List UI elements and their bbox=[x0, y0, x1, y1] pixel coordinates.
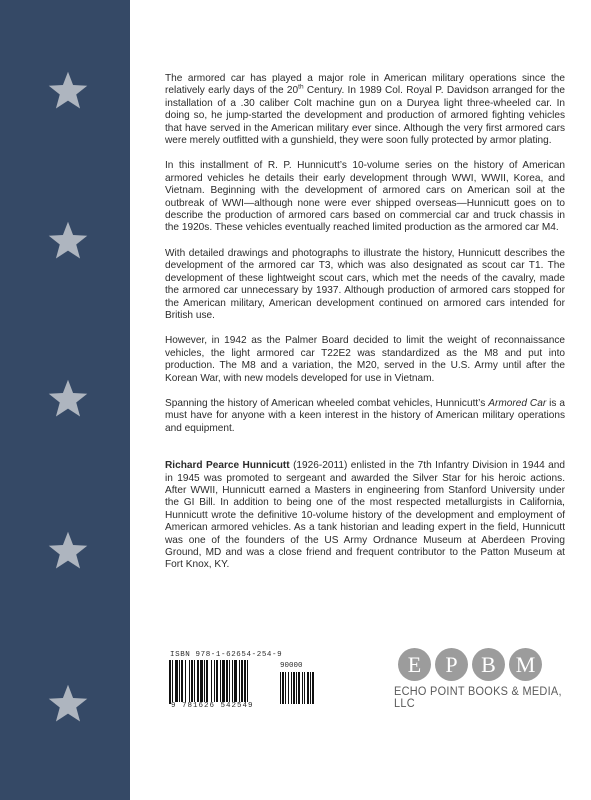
author-name: Richard Pearce Hunnicutt bbox=[165, 460, 290, 472]
logo-letter-p: P bbox=[435, 648, 468, 681]
star-icon bbox=[47, 378, 89, 420]
ean-digits: 9 781626 542549 bbox=[171, 702, 254, 710]
logo-letter-b: B bbox=[472, 648, 505, 681]
paragraph-intro: The armored car has played a major role in American military operations since the relatively early days of the 20th Century. In 1989 Col. Royal P. Davidson arranged for the installation of a .30 caliber Colt machine gun on a Duryea light three-wheeled car. In doing so, he jump-started the development and production of armored fighting vehicles that have served in the American military ever since. Although the very first armored cars were merely outfitted with a gunshield, they were soon fully protected by armor plating. bbox=[165, 73, 565, 147]
logo-letter-e: E bbox=[398, 648, 431, 681]
star-icon bbox=[47, 530, 89, 572]
star-icon bbox=[47, 70, 89, 112]
paragraph-summary: Spanning the history of American wheeled combat vehicles, Hunnicutt’s Armored Car is a must have for anyone with a keen interest in the history of American military operations and equipment. bbox=[165, 397, 566, 434]
publisher-name: ECHO POINT BOOKS & MEDIA, LLC bbox=[394, 686, 562, 710]
star-icon bbox=[47, 220, 89, 262]
price-code: 90000 bbox=[280, 662, 303, 670]
paragraph-m8: However, in 1942 as the Palmer Board decided to limit the weight of reconnaissance vehicles, the light armored car T22E2 was standardized as the M8 and put into production. The M8 and a variation, the M20, served in the U.S. Army until after the Korean War, with new models developed for use in Vietnam. bbox=[165, 335, 565, 384]
paragraph-development: With detailed drawings and photographs to illustrate the history, Hunnicutt describes the development of the armored car T3, which was also designated as scout car T1. The development of these lightweight scout cars, which met the needs of the cavalry, made the armored car unnecessary by 1937. Although production of armored cars stopped for the American military, American development continued on armored cars intended for British use. bbox=[165, 247, 565, 321]
author-bio: Richard Pearce Hunnicutt (1926-2011) enlisted in the 7th Infantry Division in 1944 and in 1945 was promoted to sergeant and awarded the Silver Star for his heroic actions. After WWII, Hunnicutt earned a Masters in engineering from Stanford University under the GI Bill. In addition to being one of the most respected metallurgists in California, Hunnicutt wrote the definitive 10-volume history of the development and employment of American armored vehicles. As a tank historian and leading expert in the field, Hunnicutt was one of the founders of the US Army Ordnance Museum at Aberdeen Proving Ground, MD and was a close friend and frequent contributor to the Patton Museum at Fort Knox, KY. bbox=[165, 460, 565, 571]
publisher-logo bbox=[398, 648, 542, 681]
logo-letter-m: M bbox=[509, 648, 542, 681]
star-icon bbox=[47, 683, 89, 725]
isbn-label: ISBN 978-1-62654-254-9 bbox=[170, 651, 283, 659]
paragraph-series: In this installment of R. P. Hunnicutt’s 10-volume series on the history of American armored vehicles he details their early development through WWI, WWII, Korea, and Vietnam. Beginning with the development of armored cars on American soil at the outbreak of WWI—although none were ever shipped overseas—Hunnicutt goes on to describe the production of armored cars based on commercial car and truck chassis in the 1920s. These vehicles eventually reached limited production as the armored car M4. bbox=[165, 160, 565, 234]
back-cover-text bbox=[165, 73, 565, 585]
